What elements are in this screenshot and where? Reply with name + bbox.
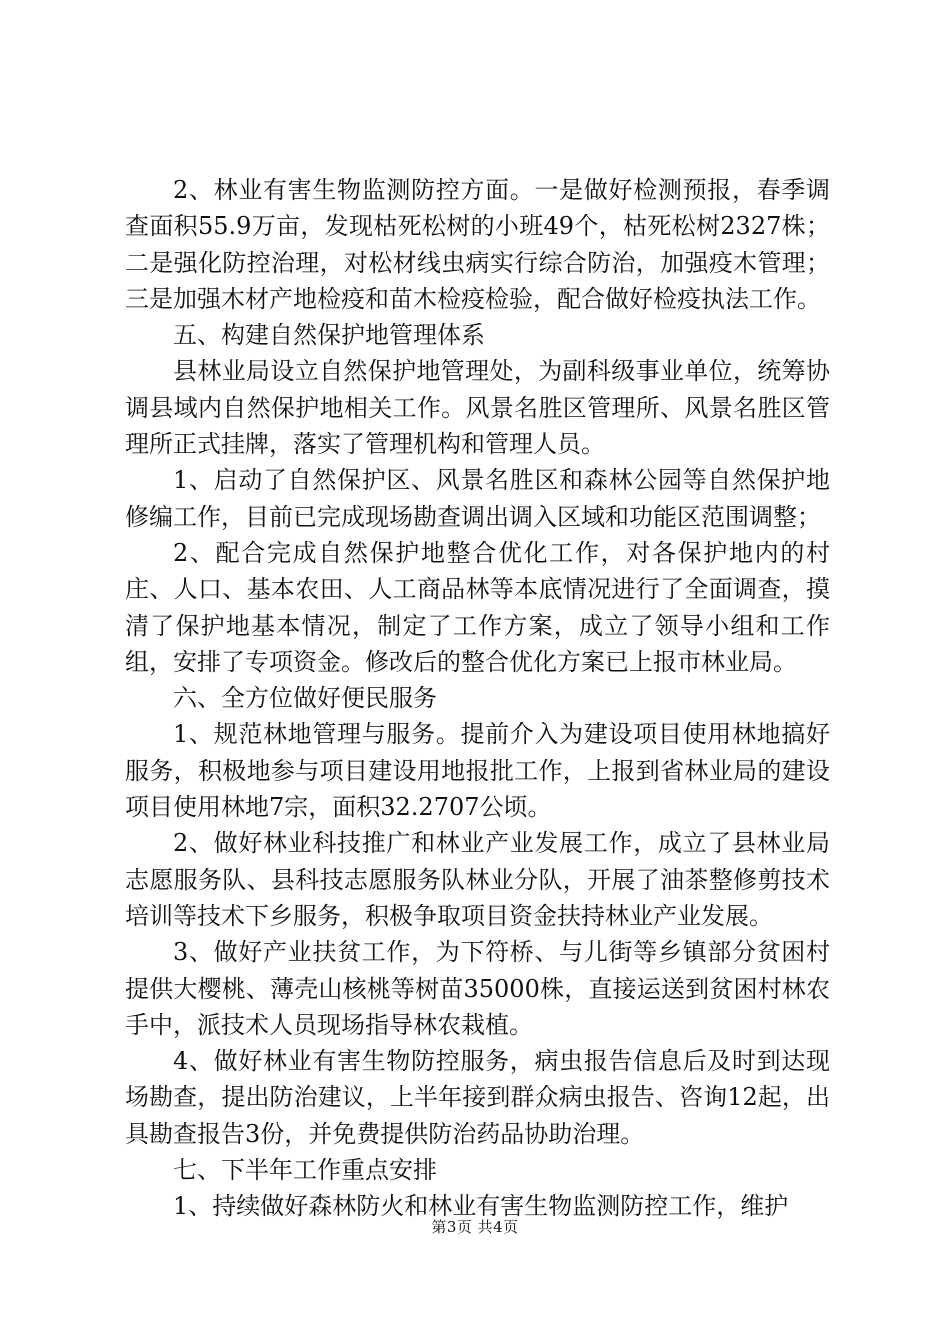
document-body xyxy=(125,172,830,1225)
heading-section-six: 六、全方位做好便民服务 xyxy=(173,684,437,713)
paragraph-pest-control-service: 4、做好林业有害生物防控服务，病虫报告信息后及时到达现场勘查，提出防治建议，上半年接到群众病虫报告、咨询12起，出具勘查报告3份，并免费提供防治药品协助治理。 xyxy=(125,1047,830,1148)
paragraph-integration-optimization: 2、配合完成自然保护地整合优化工作，对各保护地内的村庄、人口、基本农田、人工商品林等本底情况进行了全面调查，摸清了保护地基本情况，制定了工作方案，成立了领导小组和工作组，安排了专项资金。修改后的整合优化方案已上报市林业局。 xyxy=(125,538,830,676)
paragraph-second-half-plan: 1、持续做好森林防火和林业有害生物监测防控工作，维护 xyxy=(173,1192,789,1221)
paragraph-pest-monitoring: 2、林业有害生物监测防控方面。一是做好检测预报，春季调查面积55.9万亩，发现枯死松树的小班49个，枯死松树2327株；二是强化防控治理，对松材线虫病实行综合防治，加强疫木管理；三是加强木材产地检疫和苗木检疫检验，配合做好检疫执法工作。 xyxy=(125,176,830,313)
paragraph-management-office: 县林业局设立自然保护地管理处，为副科级事业单位，统筹协调县域内自然保护地相关工作。风景名胜区管理所、风景名胜区管理所正式挂牌，落实了管理机构和管理人员。 xyxy=(125,357,830,459)
paragraph-poverty-alleviation: 3、做好产业扶贫工作，为下符桥、与儿街等乡镇部分贫困村提供大樱桃、薄壳山核桃等树苗35000株，直接运送到贫困村林农手中，派技术人员现场指导林农栽植。 xyxy=(125,938,830,1039)
paragraph-technology-promotion: 2、做好林业科技推广和林业产业发展工作，成立了县林业局志愿服务队、县科技志愿服务队林业分队，开展了油茶整修剪技术培训等技术下乡服务，积极争取项目资金扶持林业产业发展。 xyxy=(125,829,830,930)
paragraph-revision-work: 1、启动了自然保护区、风景名胜区和森林公园等自然保护地修编工作，目前已完成现场勘查调出调入区域和功能区范围调整； xyxy=(125,466,830,531)
heading-section-seven: 七、下半年工作重点安排 xyxy=(173,1156,437,1185)
page-number-footer: 第3页 共4页 xyxy=(431,1218,519,1236)
paragraph-forest-land-management: 1、规范林地管理与服务。提前介入为建设项目使用林地搞好服务，积极地参与项目建设用地报批工作，上报到省林业局的建设项目使用林地7宗，面积32.2707公顷。 xyxy=(125,720,830,822)
heading-section-five: 五、构建自然保护地管理体系 xyxy=(173,321,485,350)
